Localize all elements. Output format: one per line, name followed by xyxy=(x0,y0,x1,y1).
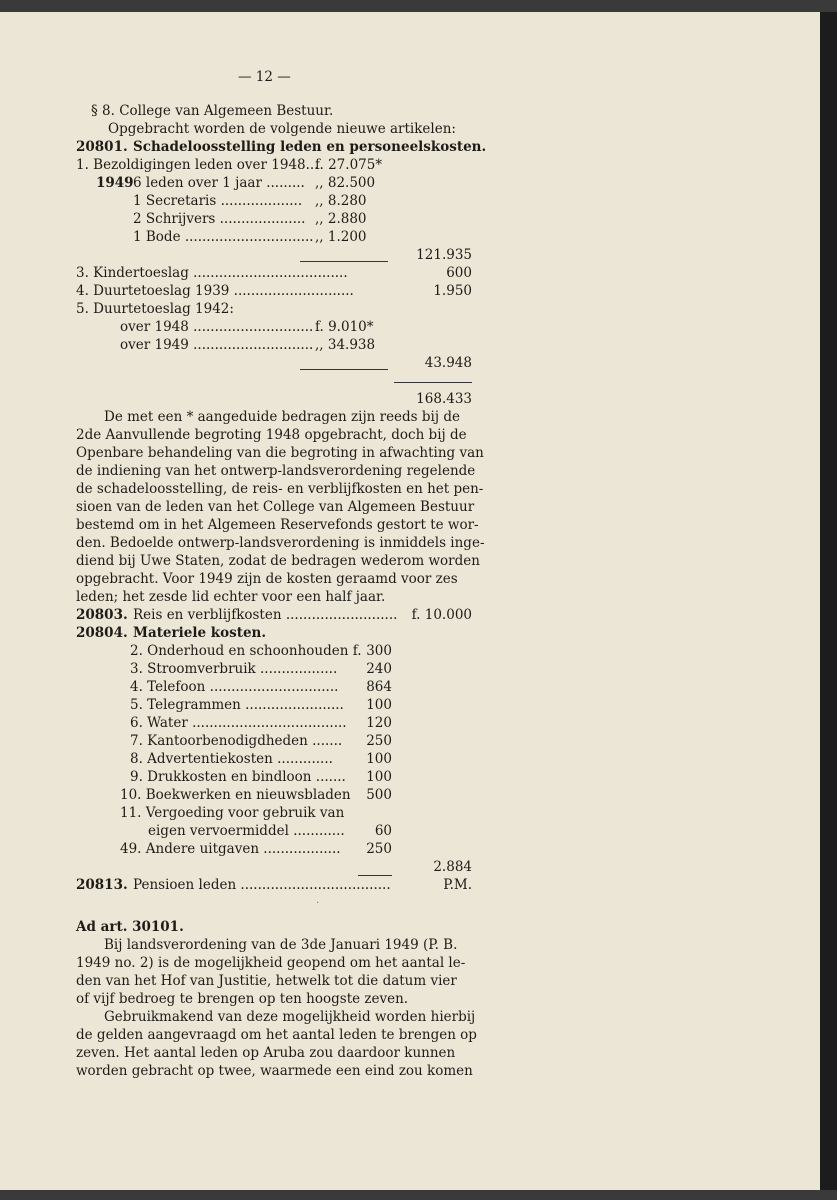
art-20804-row-label: 5. Telegrammen ....................... xyxy=(130,697,344,713)
art-20813-code: 20813. xyxy=(76,877,128,893)
art-20804-row-label: 4. Telefoon .............................. xyxy=(130,679,339,695)
paragraph-line: de indiening van het ontwerp-landsverordening regelende xyxy=(76,463,476,479)
item1-subtotal-rule xyxy=(300,261,388,262)
section-heading: § 8. College van Algemeen Bestuur. xyxy=(91,103,334,119)
paragraph3-line: Gebruikmakend van deze mogelijkheid worden hierbij xyxy=(104,1009,476,1025)
art-20804-code: 20804. xyxy=(76,625,128,641)
item1-value: f. 27.075* xyxy=(315,157,383,173)
ad-art-heading: Ad art. 30101. xyxy=(76,919,184,935)
art-20804-row-value: 100 xyxy=(366,769,392,785)
art-20804-row-value: 60 xyxy=(374,823,392,839)
paragraph2-line: 1949 no. 2) is de mogelijkheid geopend om het aantal le- xyxy=(76,955,466,971)
art-20804-row-label: 49. Andere uitgaven .................. xyxy=(120,841,341,857)
item4-value: 1.950 xyxy=(433,283,472,299)
item3-label: 3. Kindertoeslag .................................... xyxy=(76,265,348,281)
art-20803-code: 20803. xyxy=(76,607,128,623)
art-20804-row-label: 3. Stroomverbruik .................. xyxy=(130,661,338,677)
intro-text: Opgebracht worden de volgende nieuwe artikelen: xyxy=(108,121,456,137)
art-20804-row-value: 240 xyxy=(366,661,392,677)
item1-row-label: 6 leden over 1 jaar ......... xyxy=(133,175,305,191)
art-20804-row-value: 864 xyxy=(366,679,392,695)
art-20803-value: f. 10.000 xyxy=(411,607,472,623)
paragraph2-line: Bij landsverordening van de 3de Januari 1949 (P. B. xyxy=(104,937,458,953)
item1-row-label: 2 Schrijvers .................... xyxy=(133,211,306,227)
art-20804-row-value: 100 xyxy=(366,697,392,713)
paragraph-line: Openbare behandeling van die begroting in afwachting van xyxy=(76,445,484,461)
total-rule xyxy=(394,382,472,383)
paragraph-line: de schadeloosstelling, de reis- en verblijfkosten en het pen- xyxy=(76,481,484,497)
art-20804-row-label: 2. Onderhoud en schoonhouden f. xyxy=(130,643,362,659)
art-20804-row-label: 6. Water .................................... xyxy=(130,715,347,731)
item3-value: 600 xyxy=(446,265,472,281)
item5-subtotal: 43.948 xyxy=(424,355,472,371)
item1-year: 1949 xyxy=(96,175,134,191)
paragraph-line: sioen van de leden van het College van Algemeen Bestuur xyxy=(76,499,475,515)
item1-label: 1. Bezoldigingen leden over 1948... xyxy=(76,157,319,173)
art-20803-title: Reis en verblijfkosten .......................... xyxy=(133,607,398,623)
art-20804-row-value: 500 xyxy=(366,787,392,803)
item1-subtotal: 121.935 xyxy=(416,247,472,263)
art-20804-row-label: 11. Vergoeding voor gebruik van xyxy=(120,805,345,821)
art-20804-row-label: 9. Drukkosten en bindloon ....... xyxy=(130,769,346,785)
art-20804-row-value: 120 xyxy=(366,715,392,731)
art-20804-row-value: 250 xyxy=(366,733,392,749)
item5-label: 5. Duurtetoeslag 1942: xyxy=(76,301,234,317)
art-20813-value: P.M. xyxy=(443,877,472,893)
art-20801-title: Schadeloosstelling leden en personeelskosten. xyxy=(133,139,487,155)
page-number: — 12 — xyxy=(238,69,291,85)
art-20804-subtotal: 2.884 xyxy=(433,859,472,875)
item4-label: 4. Duurtetoeslag 1939 ............................ xyxy=(76,283,354,299)
paragraph2-line: of vijf bedroeg te brengen op ten hoogste zeven. xyxy=(76,991,409,1007)
art-20804-row-value: 300 xyxy=(366,643,392,659)
art-20804-row-value: 250 xyxy=(366,841,392,857)
item1-row-value: ,, 8.280 xyxy=(315,193,367,209)
paragraph-line: bestemd om in het Algemeen Reservefonds gestort te wor- xyxy=(76,517,479,533)
art-20804-row-label: 10. Boekwerken en nieuwsbladen xyxy=(120,787,351,803)
paragraph-line: den. Bedoelde ontwerp-landsverordening is inmiddels inge- xyxy=(76,535,485,551)
art-20804-row-label: 7. Kantoorbenodigdheden ....... xyxy=(130,733,343,749)
item5-row-value: f. 9.010* xyxy=(315,319,374,335)
art-20801-code: 20801. xyxy=(76,139,128,155)
art-20813-title: Pensioen leden ................................... xyxy=(133,877,391,893)
item1-row-value: ,, 1.200 xyxy=(315,229,367,245)
item5-row-label: over 1949 ............................ xyxy=(120,337,314,353)
paragraph3-line: worden gebracht op twee, waarmede een eind zou komen xyxy=(76,1063,473,1079)
paragraph-line: leden; het zesde lid echter voor een half jaar. xyxy=(76,589,386,605)
art-20804-row-label: eigen vervoermiddel ............ xyxy=(148,823,345,839)
paragraph3-line: de gelden aangevraagd om het aantal leden te brengen op xyxy=(76,1027,477,1043)
paragraph2-line: den van het Hof van Justitie, hetwelk tot die datum vier xyxy=(76,973,457,989)
art-20804-title: Materiele kosten. xyxy=(133,625,267,641)
item5-row-value: ,, 34.938 xyxy=(315,337,376,353)
item1-row-value: ,, 2.880 xyxy=(315,211,367,227)
paragraph-line: opgebracht. Voor 1949 zijn de kosten geraamd voor zes xyxy=(76,571,458,587)
paragraph-line: De met een * aangeduide bedragen zijn reeds bij de xyxy=(104,409,460,425)
scan-edge xyxy=(820,12,837,1190)
item1-row-value: ,, 82.500 xyxy=(315,175,376,191)
paragraph3-line: zeven. Het aantal leden op Aruba zou daardoor kunnen xyxy=(76,1045,456,1061)
item1-row-label: 1 Bode .............................. xyxy=(133,229,314,245)
item5-row-label: over 1948 ............................ xyxy=(120,319,314,335)
paragraph-line: diend bij Uwe Staten, zodat de bedragen wederom worden xyxy=(76,553,480,569)
ink-speck: · xyxy=(316,898,320,909)
grand-total: 168.433 xyxy=(416,391,472,407)
art-20804-row-value: 100 xyxy=(366,751,392,767)
paragraph-line: 2de Aanvullende begroting 1948 opgebracht, doch bij de xyxy=(76,427,467,443)
item1-row-label: 1 Secretaris ................... xyxy=(133,193,303,209)
art-20804-row-label: 8. Advertentiekosten ............. xyxy=(130,751,333,767)
item5-subtotal-rule xyxy=(300,369,388,370)
